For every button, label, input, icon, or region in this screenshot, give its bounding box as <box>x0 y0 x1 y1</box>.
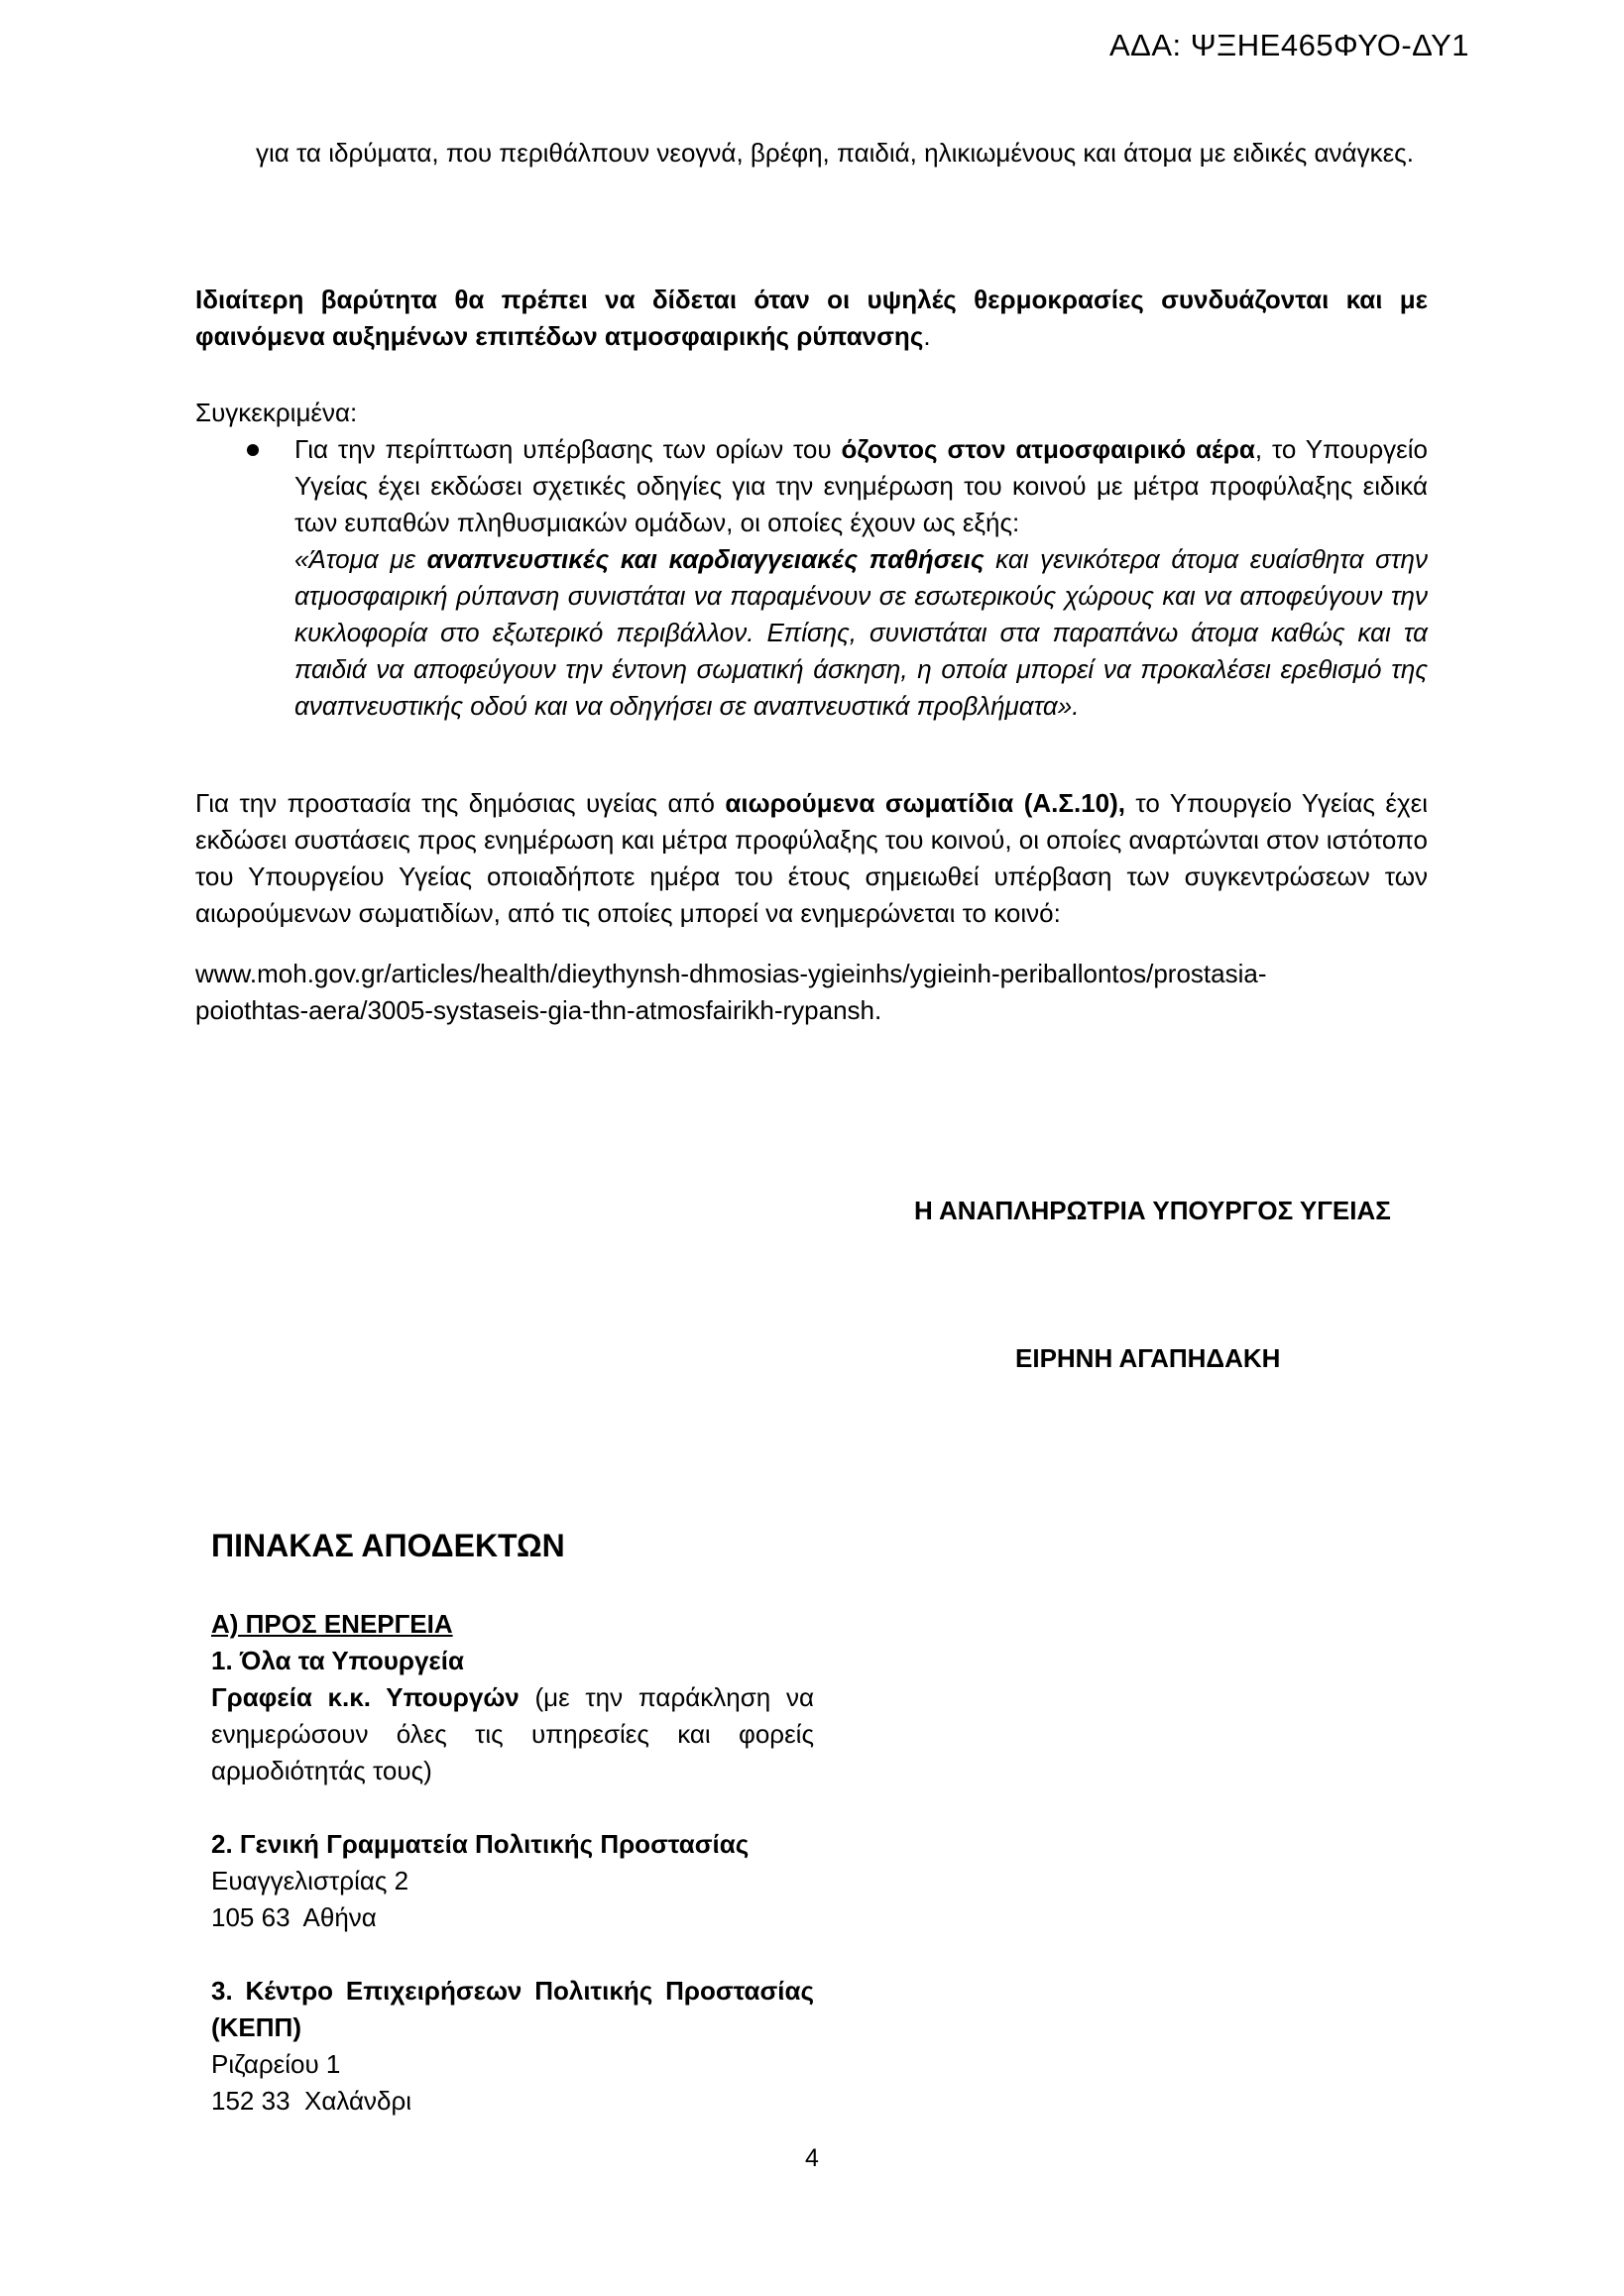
recipient-1-body <box>211 1679 814 1789</box>
signatory-name: ΕΙΡΗΝΗ ΑΓΑΠΗΔΑΚΗ <box>1015 1343 1281 1373</box>
section-a-heading: Α) ΠΡΟΣ ΕΝΕΡΓΕΙΑ <box>211 1609 453 1639</box>
recipients-heading: ΠΙΝΑΚΑΣ ΑΠΟΔΕΚΤΩΝ <box>211 1528 565 1563</box>
ada-code: ΑΔΑ: ΨΞΗΕ465ΦΥΟ-ΔΥ1 <box>1108 28 1469 62</box>
bold-run: Γραφεία κ.κ. Υπουργών <box>211 1682 520 1712</box>
bold-run: όζοντος στον ατμοσφαιρικό αέρα <box>841 434 1255 464</box>
italic-run: και γενικότερα άτομα ευαίσθητα στην ατμοσφαιρική ρύπανση συνιστάται να παραμένουν σε εσωτερικούς χώρους και να αποφεύγουν την κυκλοφορία στο εξωτερικό περιβάλλον. Επίσης, συνιστάται στα παραπάνω άτομα καθώς και τα παιδιά να αποφεύγουν την έντονη σωματική άσκηση, η οποία μπορεί να προκαλέσει ερεθισμό της αναπνευστικής οδού και να οδηγήσει σε αναπνευστικά προβλήματα». <box>294 544 1428 721</box>
url-line-1: www.moh.gov.gr/articles/health/dieythynsh-dhmosias-ygieinhs/ygieinh-periballontos/prostasia- <box>195 959 1267 988</box>
bullet-icon <box>247 444 259 456</box>
page-number: 4 <box>805 2144 819 2172</box>
bullet-text <box>294 431 1428 541</box>
url-link[interactable] <box>195 956 1428 1029</box>
quote-text <box>294 541 1428 725</box>
text-run: (με την παράκληση να ενημερώσουν όλες τις υπηρεσίες και φορείς αρμοδιότητάς τους) <box>211 1682 814 1785</box>
paragraph-institutions <box>256 135 1428 172</box>
specifics-intro: Συγκεκριμένα: <box>195 398 358 427</box>
specifics-section <box>195 395 1428 725</box>
signatory-title: Η ΑΝΑΠΛΗΡΩΤΡΙΑ ΥΠΟΥΡΓΟΣ ΥΓΕΙΑΣ <box>914 1196 1391 1225</box>
period: . <box>923 321 931 351</box>
paragraph-text <box>195 785 1428 932</box>
paragraph-pollution-warning <box>195 282 1428 355</box>
paragraph-particulates <box>195 785 1428 932</box>
text-run: το Υπουργείο Υγείας έχει εκδώσει συστάσεις προς ενημέρωση και μέτρα προφύλαξης του κοινού, οι οποίες αναρτώνται στον ιστότοπο του Υπουργείου Υγείας οποιαδήποτε ημέρα του έτους σημειωθεί υπέρβαση των συγκεντρώσεων των αιωρούμενων σωματιδίων, από τις οποίες μπορεί να ενημερώνεται το κοινό: <box>195 788 1428 928</box>
recipient-3-title: 3. Κέντρο Επιχειρήσεων Πολιτικής Προστασίας (ΚΕΠΠ) <box>211 1976 814 2042</box>
text-run: Για την προστασία της δημόσιας υγείας από <box>195 788 726 818</box>
url-line-2: poiothtas-aera/3005-systaseis-gia-thn-atmosfairikh-rypansh. <box>195 995 882 1025</box>
text-run: Για την περίπτωση υπέρβασης των ορίων του <box>294 434 842 464</box>
recipient-2-address-1: Ευαγγελιστρίας 2 <box>211 1866 409 1895</box>
text-run: , το Υπουργείο Υγείας έχει εκδώσει σχετικές οδηγίες για την ενημέρωση του κοινού με μέτρα προφύλαξης ειδικά των ευπαθών πληθυσμιακών ομάδων, οι οποίες έχουν ως εξής: <box>294 434 1428 537</box>
recipient-1-title: 1. Όλα τα Υπουργεία <box>211 1646 464 1675</box>
recipient-3-address-1: Ριζαρείου 1 <box>211 2049 341 2079</box>
recipient-2-address-2: 105 63 Αθήνα <box>211 1902 377 1932</box>
recipients-list <box>211 1606 814 2120</box>
recipient-2-title: 2. Γενική Γραμματεία Πολιτικής Προστασίας <box>211 1829 750 1859</box>
italic-run: «Άτομα με <box>294 544 427 574</box>
paragraph-text: για τα ιδρύματα, που περιθάλπουν νεογνά, βρέφη, παιδιά, ηλικιωμένους και άτομα με ειδικές ανάγκες. <box>256 138 1414 168</box>
bold-text: Ιδιαίτερη βαρύτητα θα πρέπει να δίδεται όταν οι υψηλές θερμοκρασίες συνδυάζονται και με φαινόμενα αυξημένων επιπέδων ατμοσφαιρικής ρύπανσης <box>195 285 1428 351</box>
bold-italic-run: αναπνευστικές και καρδιαγγειακές παθήσεις <box>426 544 985 574</box>
bullet-item-ozone <box>195 431 1428 725</box>
bold-run: αιωρούμενα σωματίδια (Α.Σ.10), <box>725 788 1125 818</box>
recipient-3-address-2: 152 33 Χαλάνδρι <box>211 2086 412 2116</box>
